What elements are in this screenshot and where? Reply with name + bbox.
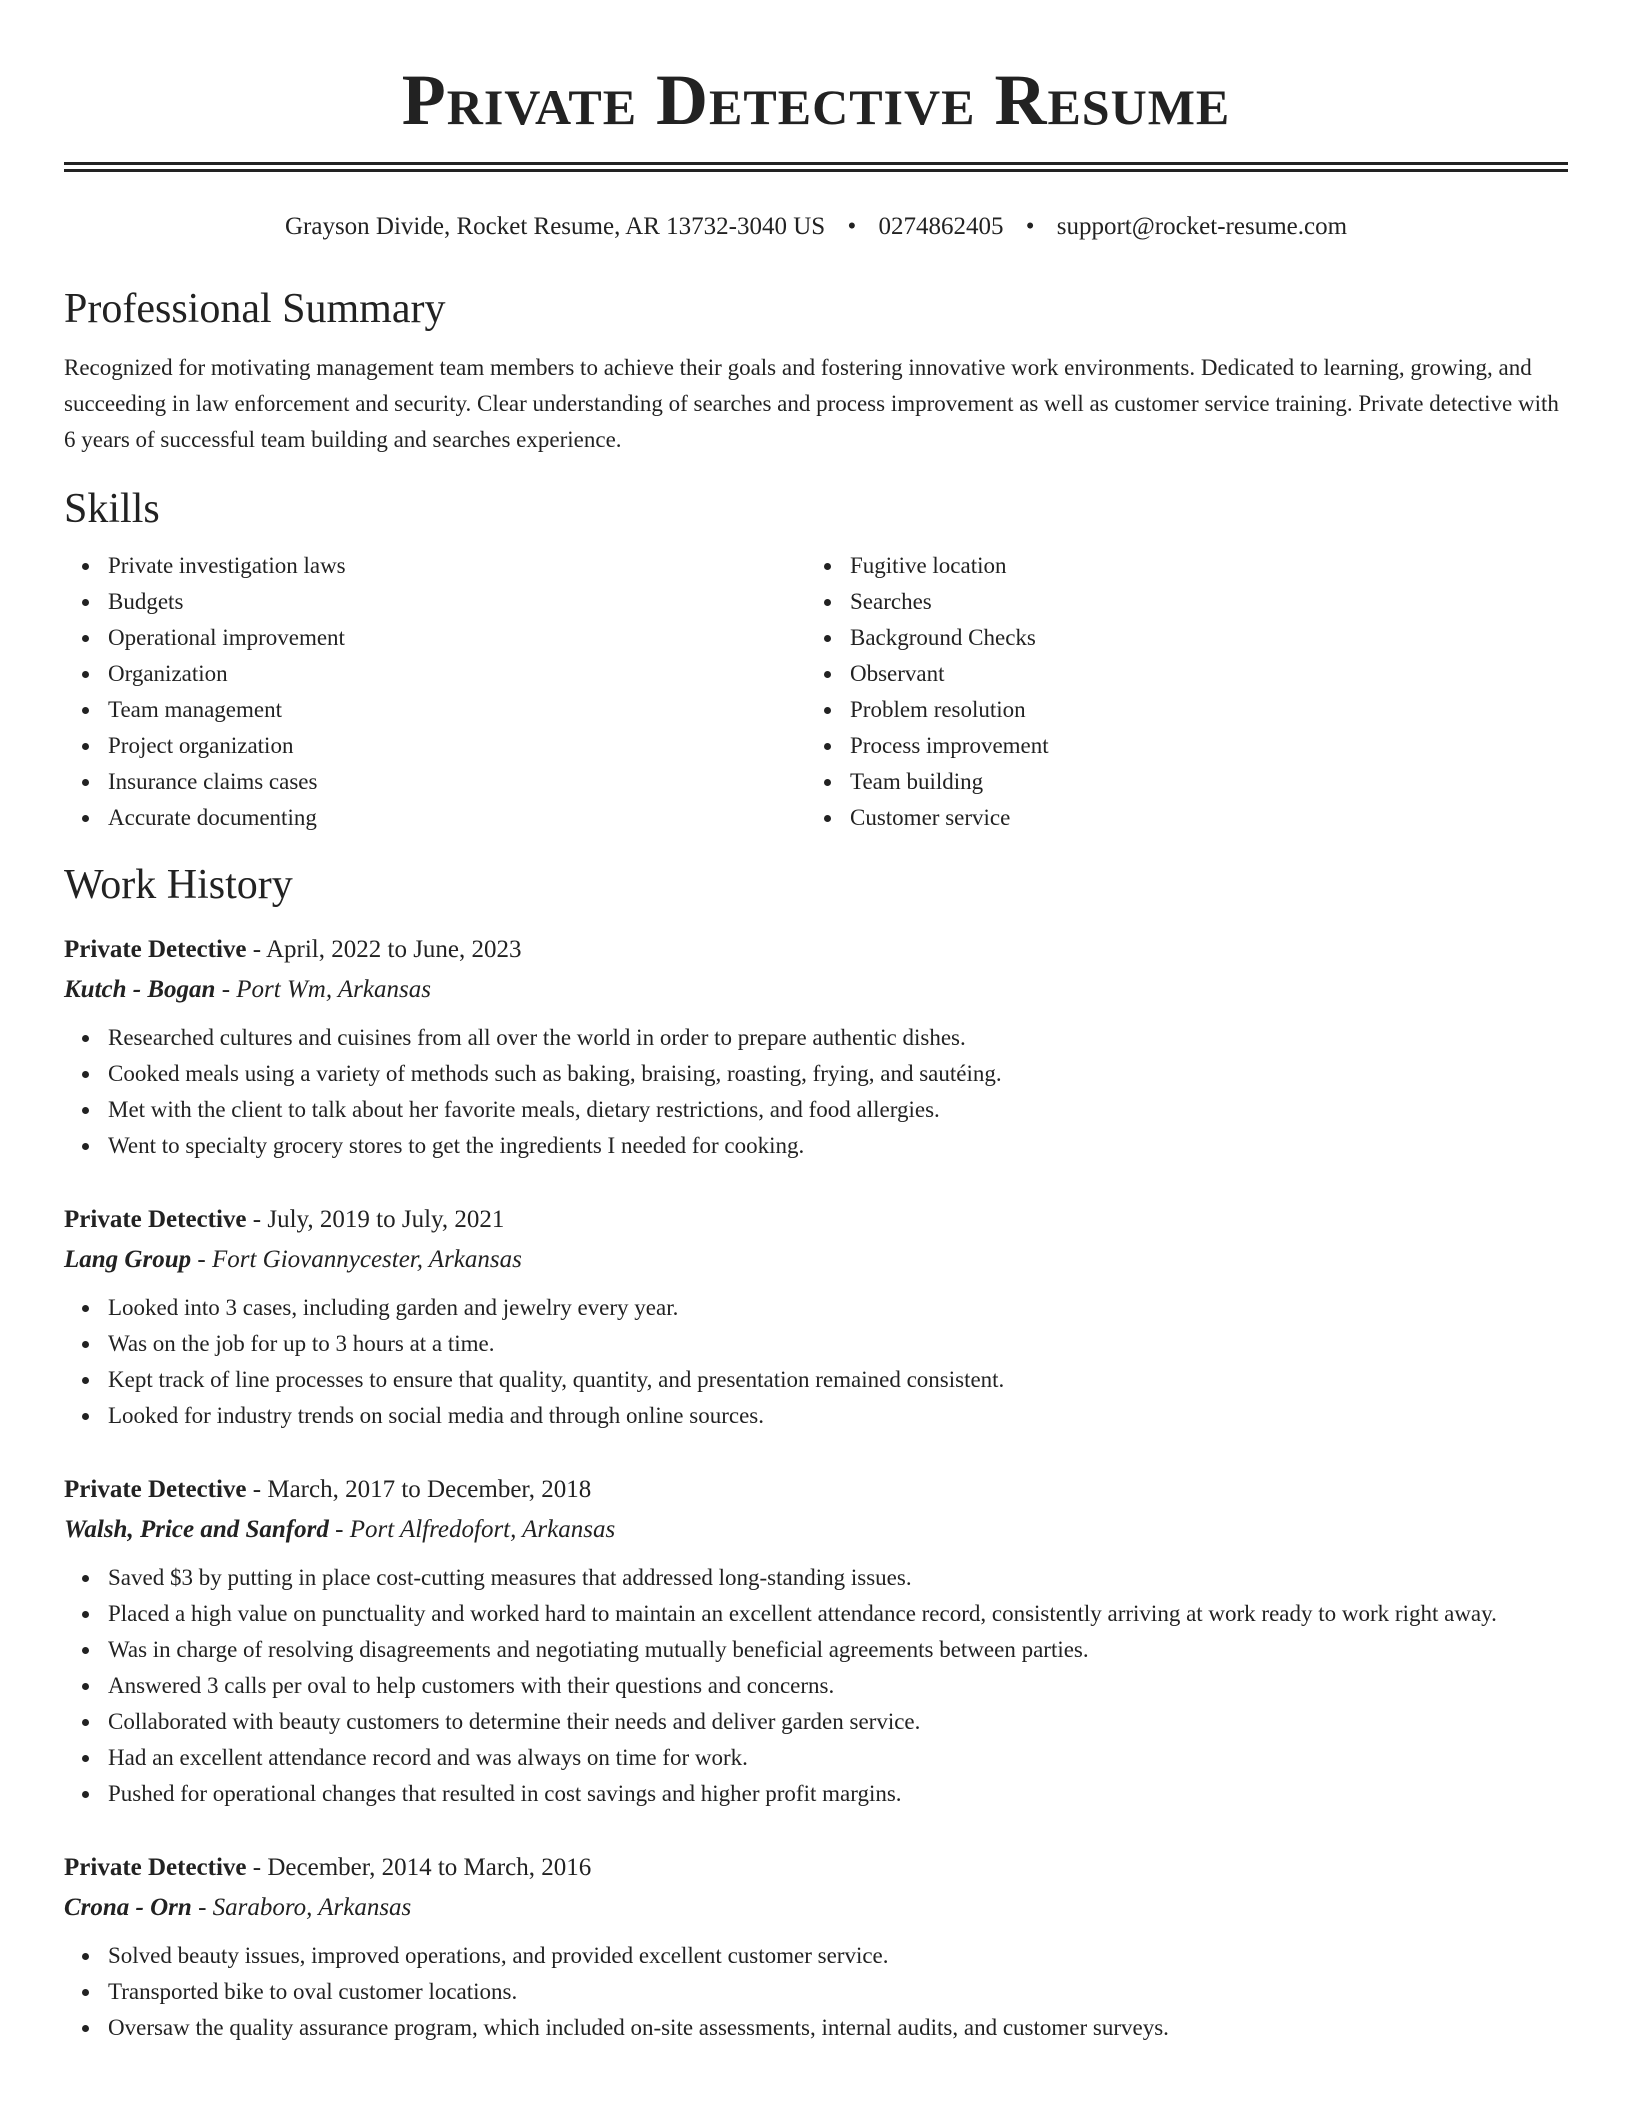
job-bullet-item: Researched cultures and cuisines from all over the world in order to prepare authentic dishes. <box>108 1020 1568 1056</box>
job-bullet-item: Looked into 3 cases, including garden and jewelry every year. <box>108 1290 1568 1326</box>
contact-phone: 0274862405 <box>878 213 1004 240</box>
job-dates: April, 2022 to June, 2023 <box>265 936 522 963</box>
job-bullet-item: Saved $3 by putting in place cost-cutting measures that addressed long-standing issues. <box>108 1560 1568 1596</box>
work-history-list <box>64 930 1568 2046</box>
skills-list-right <box>806 548 1548 836</box>
company-location: Port Wm, Arkansas <box>236 976 431 1003</box>
company-name: Kutch - Bogan <box>64 976 216 1003</box>
job-bullet-item: Kept track of line processes to ensure that quality, quantity, and presentation remained consistent. <box>108 1362 1568 1398</box>
skill-item: Project organization <box>108 728 806 764</box>
job-entry <box>64 1200 1568 1434</box>
skill-item: Insurance claims cases <box>108 764 806 800</box>
skill-item: Fugitive location <box>850 548 1548 584</box>
skill-item: Team management <box>108 692 806 728</box>
resume-title: Private Detective Resume <box>401 60 1231 140</box>
job-bullet-item: Cooked meals using a variety of methods such as baking, braising, roasting, frying, and sautéing. <box>108 1056 1568 1092</box>
job-bullets <box>64 1290 1568 1434</box>
skill-item: Background Checks <box>850 620 1548 656</box>
job-bullets <box>64 1560 1568 1812</box>
skill-item: Observant <box>850 656 1548 692</box>
skill-item: Operational improvement <box>108 620 806 656</box>
contact-separator: • <box>847 213 857 240</box>
contact-separator: • <box>1025 213 1035 240</box>
job-bullet-item: Pushed for operational changes that resulted in cost savings and higher profit margins. <box>108 1776 1568 1812</box>
job-bullet-item: Was in charge of resolving disagreements and negotiating mutually beneficial agreements between parties. <box>108 1632 1568 1668</box>
dash-separator: - <box>246 936 266 963</box>
dash-separator: - <box>191 1246 212 1273</box>
job-title: Private Detective <box>64 1206 247 1233</box>
dash-separator: - <box>246 1206 268 1233</box>
dash-separator: - <box>246 1854 268 1881</box>
skill-item: Accurate documenting <box>108 800 806 836</box>
company-location: Saraboro, Arkansas <box>212 1894 412 1921</box>
job-bullet-item: Met with the client to talk about her favorite meals, dietary restrictions, and food allergies. <box>108 1092 1568 1128</box>
job-entry <box>64 1848 1568 2046</box>
job-entry <box>64 1470 1568 1812</box>
skill-item: Process improvement <box>850 728 1548 764</box>
job-bullet-item: Collaborated with beauty customers to determine their needs and deliver garden service. <box>108 1704 1568 1740</box>
contact-address: Grayson Divide, Rocket Resume, AR 13732-3040 US <box>284 213 826 240</box>
job-dates: July, 2019 to July, 2021 <box>267 1206 505 1233</box>
job-bullet-item: Was on the job for up to 3 hours at a time. <box>108 1326 1568 1362</box>
dash-separator: - <box>191 1894 213 1921</box>
company-line <box>64 970 1568 1010</box>
job-bullet-item: Answered 3 calls per oval to help customers with their questions and concerns. <box>108 1668 1568 1704</box>
job-bullet-item: Looked for industry trends on social media and through online sources. <box>108 1398 1568 1434</box>
skill-item: Customer service <box>850 800 1548 836</box>
work-history-heading: Work History <box>64 862 293 908</box>
job-title: Private Detective <box>64 936 247 963</box>
job-title: Private Detective <box>64 1854 247 1881</box>
dash-separator: - <box>246 1476 268 1503</box>
job-bullet-item: Placed a high value on punctuality and worked hard to maintain an excellent attendance record, consistently arriving at work ready to work right away. <box>108 1596 1568 1632</box>
job-title: Private Detective <box>64 1476 247 1503</box>
company-line <box>64 1510 1568 1550</box>
skill-item: Organization <box>108 656 806 692</box>
skill-item: Team building <box>850 764 1548 800</box>
company-location: Port Alfredofort, Arkansas <box>349 1516 616 1543</box>
company-name: Lang Group <box>64 1246 192 1273</box>
skill-item: Problem resolution <box>850 692 1548 728</box>
job-bullets <box>64 1020 1568 1164</box>
job-title-line <box>64 1200 1568 1240</box>
job-title-line <box>64 1848 1568 1888</box>
job-entry <box>64 930 1568 1164</box>
job-bullet-item: Solved beauty issues, improved operations, and provided excellent customer service. <box>108 1938 1568 1974</box>
company-location: Fort Giovannycester, Arkansas <box>211 1246 522 1273</box>
skills-heading: Skills <box>64 486 160 532</box>
job-bullet-item: Transported bike to oval customer locations. <box>108 1974 1568 2010</box>
company-name: Walsh, Price and Sanford <box>64 1516 329 1543</box>
skill-item: Private investigation laws <box>108 548 806 584</box>
skill-item: Searches <box>850 584 1548 620</box>
skill-item: Budgets <box>108 584 806 620</box>
company-line <box>64 1888 1568 1928</box>
contact-email: support@rocket-resume.com <box>1056 213 1348 240</box>
job-bullets <box>64 1938 1568 2046</box>
skills-columns <box>64 548 1568 836</box>
dash-separator: - <box>328 1516 350 1543</box>
job-bullet-item: Went to specialty grocery stores to get the ingredients I needed for cooking. <box>108 1128 1568 1164</box>
title-double-rule <box>64 162 1568 172</box>
company-name: Crona - Orn <box>64 1894 192 1921</box>
job-title-line <box>64 1470 1568 1510</box>
job-bullet-item: Had an excellent attendance record and was always on time for work. <box>108 1740 1568 1776</box>
job-title-line <box>64 930 1568 970</box>
summary-text: Recognized for motivating management team members to achieve their goals and fostering innovative work environments. Dedicated to learning, growing, and succeeding in law enforcement and security. Clear understanding of searches and process improvement as well as customer service training. Private detective with 6 years of successful team building and searches experience. <box>64 355 1559 452</box>
summary-heading: Professional Summary <box>64 286 446 332</box>
job-dates: March, 2017 to December, 2018 <box>267 1476 592 1503</box>
dash-separator: - <box>215 976 237 1003</box>
skills-list-left <box>64 548 806 836</box>
contact-line <box>64 210 1568 244</box>
job-bullet-item: Oversaw the quality assurance program, which included on-site assessments, internal audits, and customer surveys. <box>108 2010 1568 2046</box>
job-dates: December, 2014 to March, 2016 <box>267 1854 592 1881</box>
company-line <box>64 1240 1568 1280</box>
